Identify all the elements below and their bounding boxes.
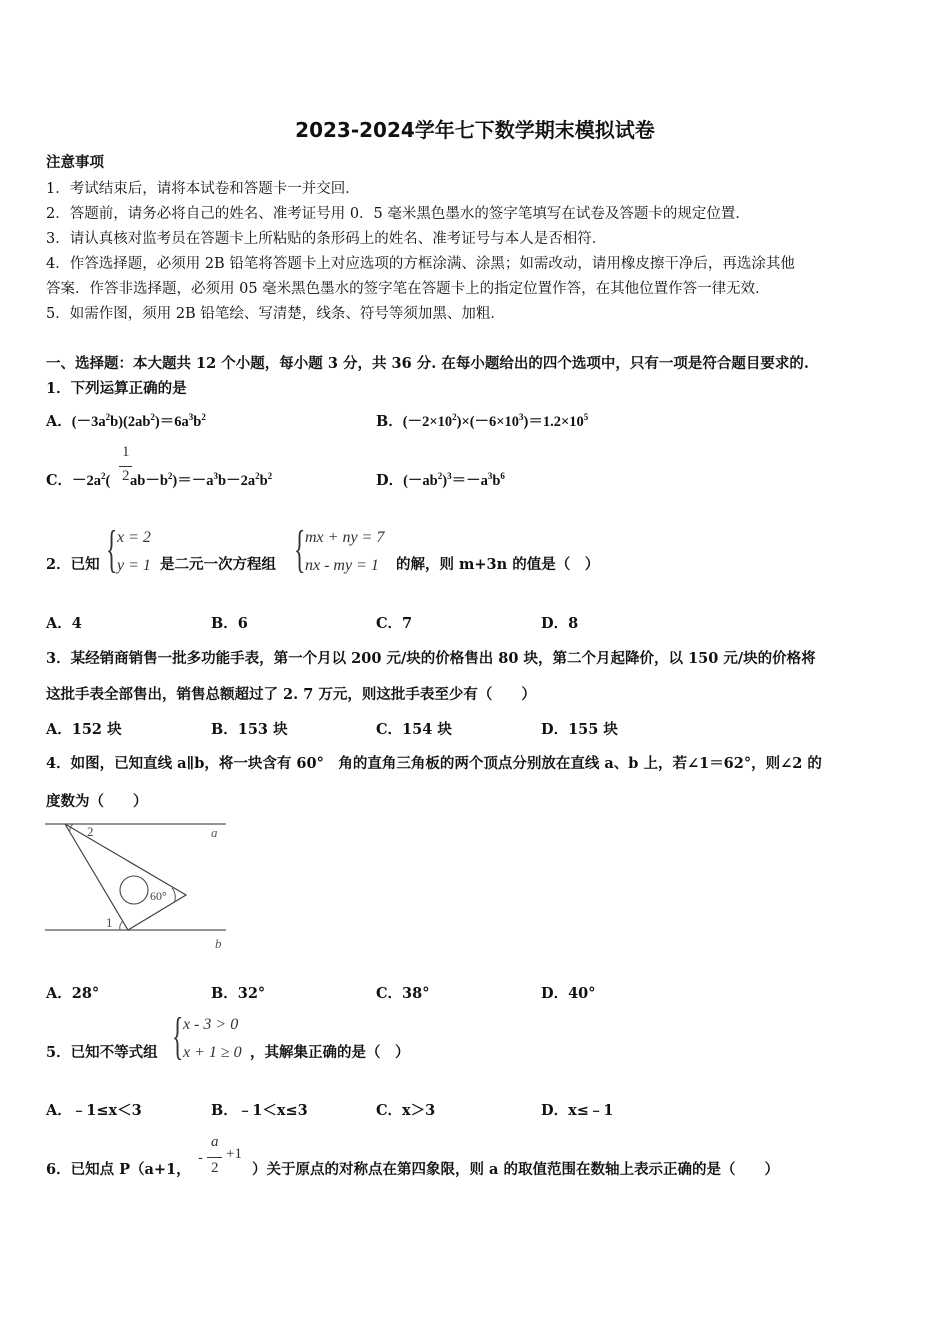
q2-mid: 是二元一次方程组	[160, 556, 276, 573]
q2-prefix: 2．已知	[46, 556, 100, 573]
q4-option-c: C．38°	[376, 985, 430, 1002]
q3-option-c: C．154 块	[376, 721, 452, 738]
q4-option-a: A．28°	[46, 985, 100, 1002]
option-label: C．	[46, 472, 73, 489]
q2-suffix: 的解，则 m+3n 的值是（ ）	[396, 556, 600, 573]
q2-sys1-eq1: x = 2	[117, 529, 151, 546]
q4-option-b: B．32°	[211, 985, 266, 1002]
label-angle-1: 1	[106, 915, 113, 930]
label-angle-60: 60°	[150, 889, 167, 903]
option-label: B．	[376, 413, 403, 430]
notice-item: 答案．作答非选择题，必须用 05 毫米黑色墨水的签字笔在答题卡上的指定位置作答，在其他位置作答一律无效．	[46, 281, 770, 297]
q2-option-d: D．8	[541, 615, 579, 632]
option-label: A．	[46, 413, 72, 430]
q1-option-c: C．$-2a^2$( $ab-b^2)=-a^3b-2a^2b^2$	[46, 471, 273, 489]
q3-option-d: D．155 块	[541, 721, 618, 738]
q5-sys-eq1: x - 3 > 0	[183, 1016, 239, 1033]
q5-option-d: D．x≤﹣1	[541, 1102, 614, 1119]
q3-line2: 这批手表全部售出，销售总额超过了 2. 7 万元，则这批手表至少有（ ）	[46, 686, 536, 703]
notice-heading: 注意事项	[46, 154, 104, 171]
q5-option-a: A．﹣1≤x＜3	[46, 1102, 142, 1119]
q6-prefix: 6．已知点 P（a+1，	[46, 1161, 191, 1178]
notice-item: 3．请认真核对监考员在答题卡上所粘贴的条形码上的姓名、准考证号与本人是否相符．	[46, 231, 607, 247]
q5-sys-eq2: x + 1 ≥ 0	[183, 1044, 242, 1061]
q4-line2: 度数为（ ）	[46, 793, 148, 810]
q3-option-a: A．152 块	[46, 721, 122, 738]
angle-1-arc	[120, 921, 123, 930]
notice-item: 5．如需作图，须用 2B 铅笔绘、写清楚，线条、符号等须加黑、加粗．	[46, 306, 505, 322]
q1-option-b: B．$(-2\times 10^2)\times(-6\times 10^3)=1.2\times 10^5$	[376, 412, 589, 430]
q2-sys2-eq1: mx + ny = 7	[305, 529, 385, 546]
q5-suffix: ，其解集正确的是（ ）	[250, 1044, 410, 1061]
notice-item: 1．考试结束后，请将本试卷和答题卡一并交回．	[46, 181, 360, 197]
q2-sys1-eq2: y = 1	[117, 557, 151, 574]
q2-option-b: B．6	[211, 615, 248, 632]
q6-frac-minus: -	[198, 1150, 203, 1166]
label-a: a	[211, 825, 218, 840]
ruler-hole	[120, 876, 148, 904]
q6-frac-num: a	[211, 1134, 219, 1150]
q5-brace: {	[172, 1008, 184, 1065]
q1-c-frac-num: 1	[122, 444, 130, 460]
triangle-ruler	[65, 824, 186, 930]
q6-frac-den: 2	[211, 1160, 219, 1176]
q3-line1: 3．某经销商销售一批多功能手表，第一个月以 200 元/块的价格售出 80 块，第二个月起降价，以 150 元/块的价格将	[46, 650, 816, 667]
notice-item: 4．作答选择题，必须用 2B 铅笔将答题卡上对应选项的方框涂满、涂黑；如需改动，请用橡皮擦干净后，再选涂其他	[46, 256, 795, 272]
q2-sys2-eq2: nx - my = 1	[305, 557, 379, 574]
notice-item: 2．答题前，请务必将自己的姓名、准考证号用 0．5 毫米黑色墨水的签字笔填写在试卷及答题卡的规定位置．	[46, 206, 750, 222]
label-angle-2: 2	[87, 824, 94, 839]
q1-option-a: A．$(-3a^2b)(2ab^2)=6a^3b^2$	[46, 412, 206, 430]
q4-option-d: D．40°	[541, 985, 596, 1002]
q2-option-c: C．7	[376, 615, 413, 632]
q1-c-frac-bar	[119, 466, 132, 467]
q2-option-a: A．4	[46, 615, 82, 632]
q6-frac-plus: +1	[226, 1146, 242, 1162]
page-title: 2023-2024学年七下数学期末模拟试卷	[295, 118, 655, 142]
q1-stem: 1．下列运算正确的是	[46, 380, 187, 397]
q2-brace-2: {	[294, 521, 306, 578]
q1-option-d: D．$(-ab^2)^3=-a^3b^6$	[376, 471, 505, 489]
q5-option-c: C．x＞3	[376, 1102, 436, 1119]
q4-figure	[40, 818, 240, 953]
angle-60-arc	[172, 888, 175, 903]
q3-option-b: B．153 块	[211, 721, 288, 738]
q4-line1: 4．如图，已知直线 a∥b，将一块含有 60° 角的直角三角板的两个顶点分别放在直线 a、b 上，若∠1＝62°，则∠2 的	[46, 755, 822, 772]
option-label: D．	[376, 472, 404, 489]
q6-suffix: ）关于原点的对称点在第四象限，则 a 的取值范围在数轴上表示正确的是（ ）	[252, 1161, 779, 1178]
q1-c-frac-den: 2	[122, 468, 130, 484]
q2-brace-1: {	[106, 521, 118, 578]
q5-option-b: B．﹣1＜x≤3	[211, 1102, 308, 1119]
q6-frac-bar	[207, 1157, 222, 1158]
label-b: b	[215, 936, 222, 951]
section-heading: 一、选择题：本大题共 12 个小题，每小题 3 分，共 36 分. 在每小题给出的四个选项中，只有一项是符合题目要求的.	[46, 355, 809, 372]
q5-prefix: 5．已知不等式组	[46, 1044, 158, 1061]
